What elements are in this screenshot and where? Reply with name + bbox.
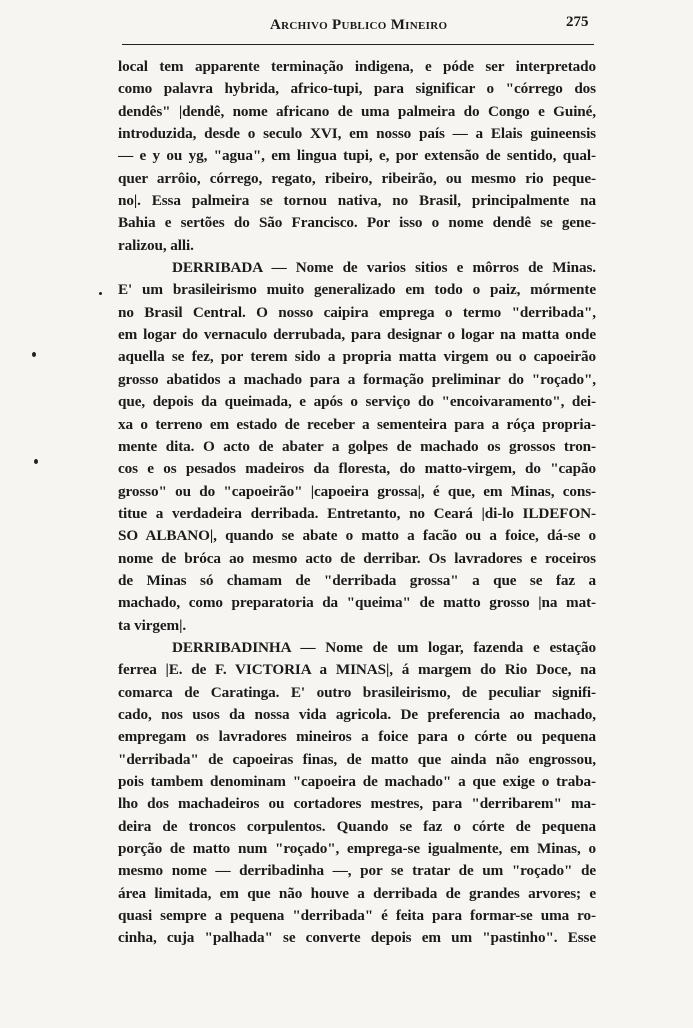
text-line: de Minas só chamam de "derribada grossa" a que se faz a — [118, 571, 596, 589]
header-rule — [122, 44, 594, 45]
text-line: titue a verdadeira derribada. Entretanto, no Ceará |di-lo ILDEFON- — [118, 504, 596, 522]
text-line: quer arrôio, córrego, regato, ribeiro, ribeirão, ou mesmo rio peque- — [118, 169, 596, 187]
entry-heading-line: DERRIBADINHA — Nome de um logar, fazenda e estação — [172, 638, 596, 656]
text-line: SO ALBANO|, quando se abate o matto a facão ou a foice, dá-se o — [118, 527, 596, 545]
text-line: pois tambem denominam "capoeira de machado" a que exige o traba- — [118, 773, 596, 790]
entry-heading-line: DERRIBADA — Nome de varios sitios e môrros de Minas. — [172, 259, 596, 277]
text-line: machado, como preparatoria da "queima" de matto grosso |na mat- — [118, 594, 596, 612]
body-text — [118, 56, 596, 950]
text-line: aquella se fez, por terem sido a propria matta virgem ou o capoeirão — [118, 348, 596, 366]
text-line: cinha, cuja "palhada" se converte depois em um "pastinho". Esse — [118, 929, 596, 947]
text-line: mente dita. O acto de abater a golpes de machado os grossos tron- — [118, 437, 596, 455]
margin-mark — [99, 292, 102, 295]
text-line: ralizou, alli. — [118, 236, 194, 254]
text-line: ferrea |E. de F. VICTORIA a MINAS|, á margem do Rio Doce, na — [118, 661, 596, 679]
text-line: como palavra hybrida, africo-tupi, para significar o "córrego dos — [118, 80, 596, 98]
text-line: mesmo nome — derribadinha —, por se tratar de um "roçado" de — [118, 862, 596, 880]
text-line: em logar do vernaculo derrubada, para designar o logar na matta onde — [118, 326, 596, 344]
text-line: no Brasil Central. O nosso caipira emprega o termo "derribada", — [118, 303, 596, 321]
text-line: cado, nos usos da nossa vida agricola. De preferencia ao machado, — [118, 705, 596, 723]
text-line: grosso" ou do "capoeirão" |capoeira grossa|, é que, em Minas, cons- — [118, 482, 596, 500]
text-line: no|. Essa palmeira se tornou nativa, no Brasil, principalmente na — [118, 192, 596, 210]
text-line: comarca de Caratinga. E' outro brasileirismo, de peculiar signifi- — [118, 683, 596, 701]
text-line: lho dos machadeiros ou cortadores mestres, para "derribarem" ma- — [118, 795, 596, 813]
text-line: área limitada, em que não houve a derribada de grandes arvores; e — [118, 884, 596, 902]
text-line: cos e os pesados madeiros da floresta, do matto-virgem, do "capão — [118, 460, 596, 478]
page-number: 275 — [566, 14, 589, 30]
text-line: — e y ou yg, "agua", em lingua tupi, e, por extensão de sentido, qual- — [118, 147, 596, 165]
text-line: porção de matto num "roçado", emprega-se igualmente, em Minas, o — [118, 840, 596, 858]
text-line: deira de troncos corpulentos. Quando se faz o córte de pequena — [118, 817, 596, 835]
text-line: empregam os lavradores mineiros a foice para o córte ou pequena — [118, 728, 596, 746]
text-line: "derribada" de capoeiras finas, de matto que ainda não engrossou, — [118, 750, 596, 768]
text-line: nome de bróca ao mesmo acto de derribar. Os lavradores e roceiros — [118, 549, 596, 567]
text-line: grosso abatidos a machado para a formação preliminar do "roçado", — [118, 370, 596, 388]
text-line: Bahia e sertões do São Francisco. Por isso o nome dendê se gene- — [118, 214, 596, 232]
text-line: ta virgem|. — [118, 616, 187, 634]
text-line: local tem apparente terminação indigena, e póde ser interpretado — [118, 58, 596, 75]
text-line: introduzida, desde o seculo XVI, em nosso país — a Elais guineensis — [118, 125, 596, 143]
text-line: E' um brasileirismo muito generalizado em todo o paiz, mórmente — [118, 281, 596, 299]
text-line: dendês" |dendê, nome africano de uma palmeira do Congo e Guiné, — [118, 102, 596, 120]
running-header: Archivo Publico Mineiro — [270, 17, 448, 33]
margin-mark — [34, 459, 38, 464]
margin-mark — [32, 352, 36, 357]
text-line: xa o terreno em estado de receber a sementeira para a róça propria- — [118, 415, 596, 433]
text-line: quasi sempre a pequena "derribada" é feita para formar-se uma ro- — [118, 907, 596, 925]
text-line: que, depois da queimada, e após o serviço do "encoivaramento", dei- — [118, 393, 596, 411]
